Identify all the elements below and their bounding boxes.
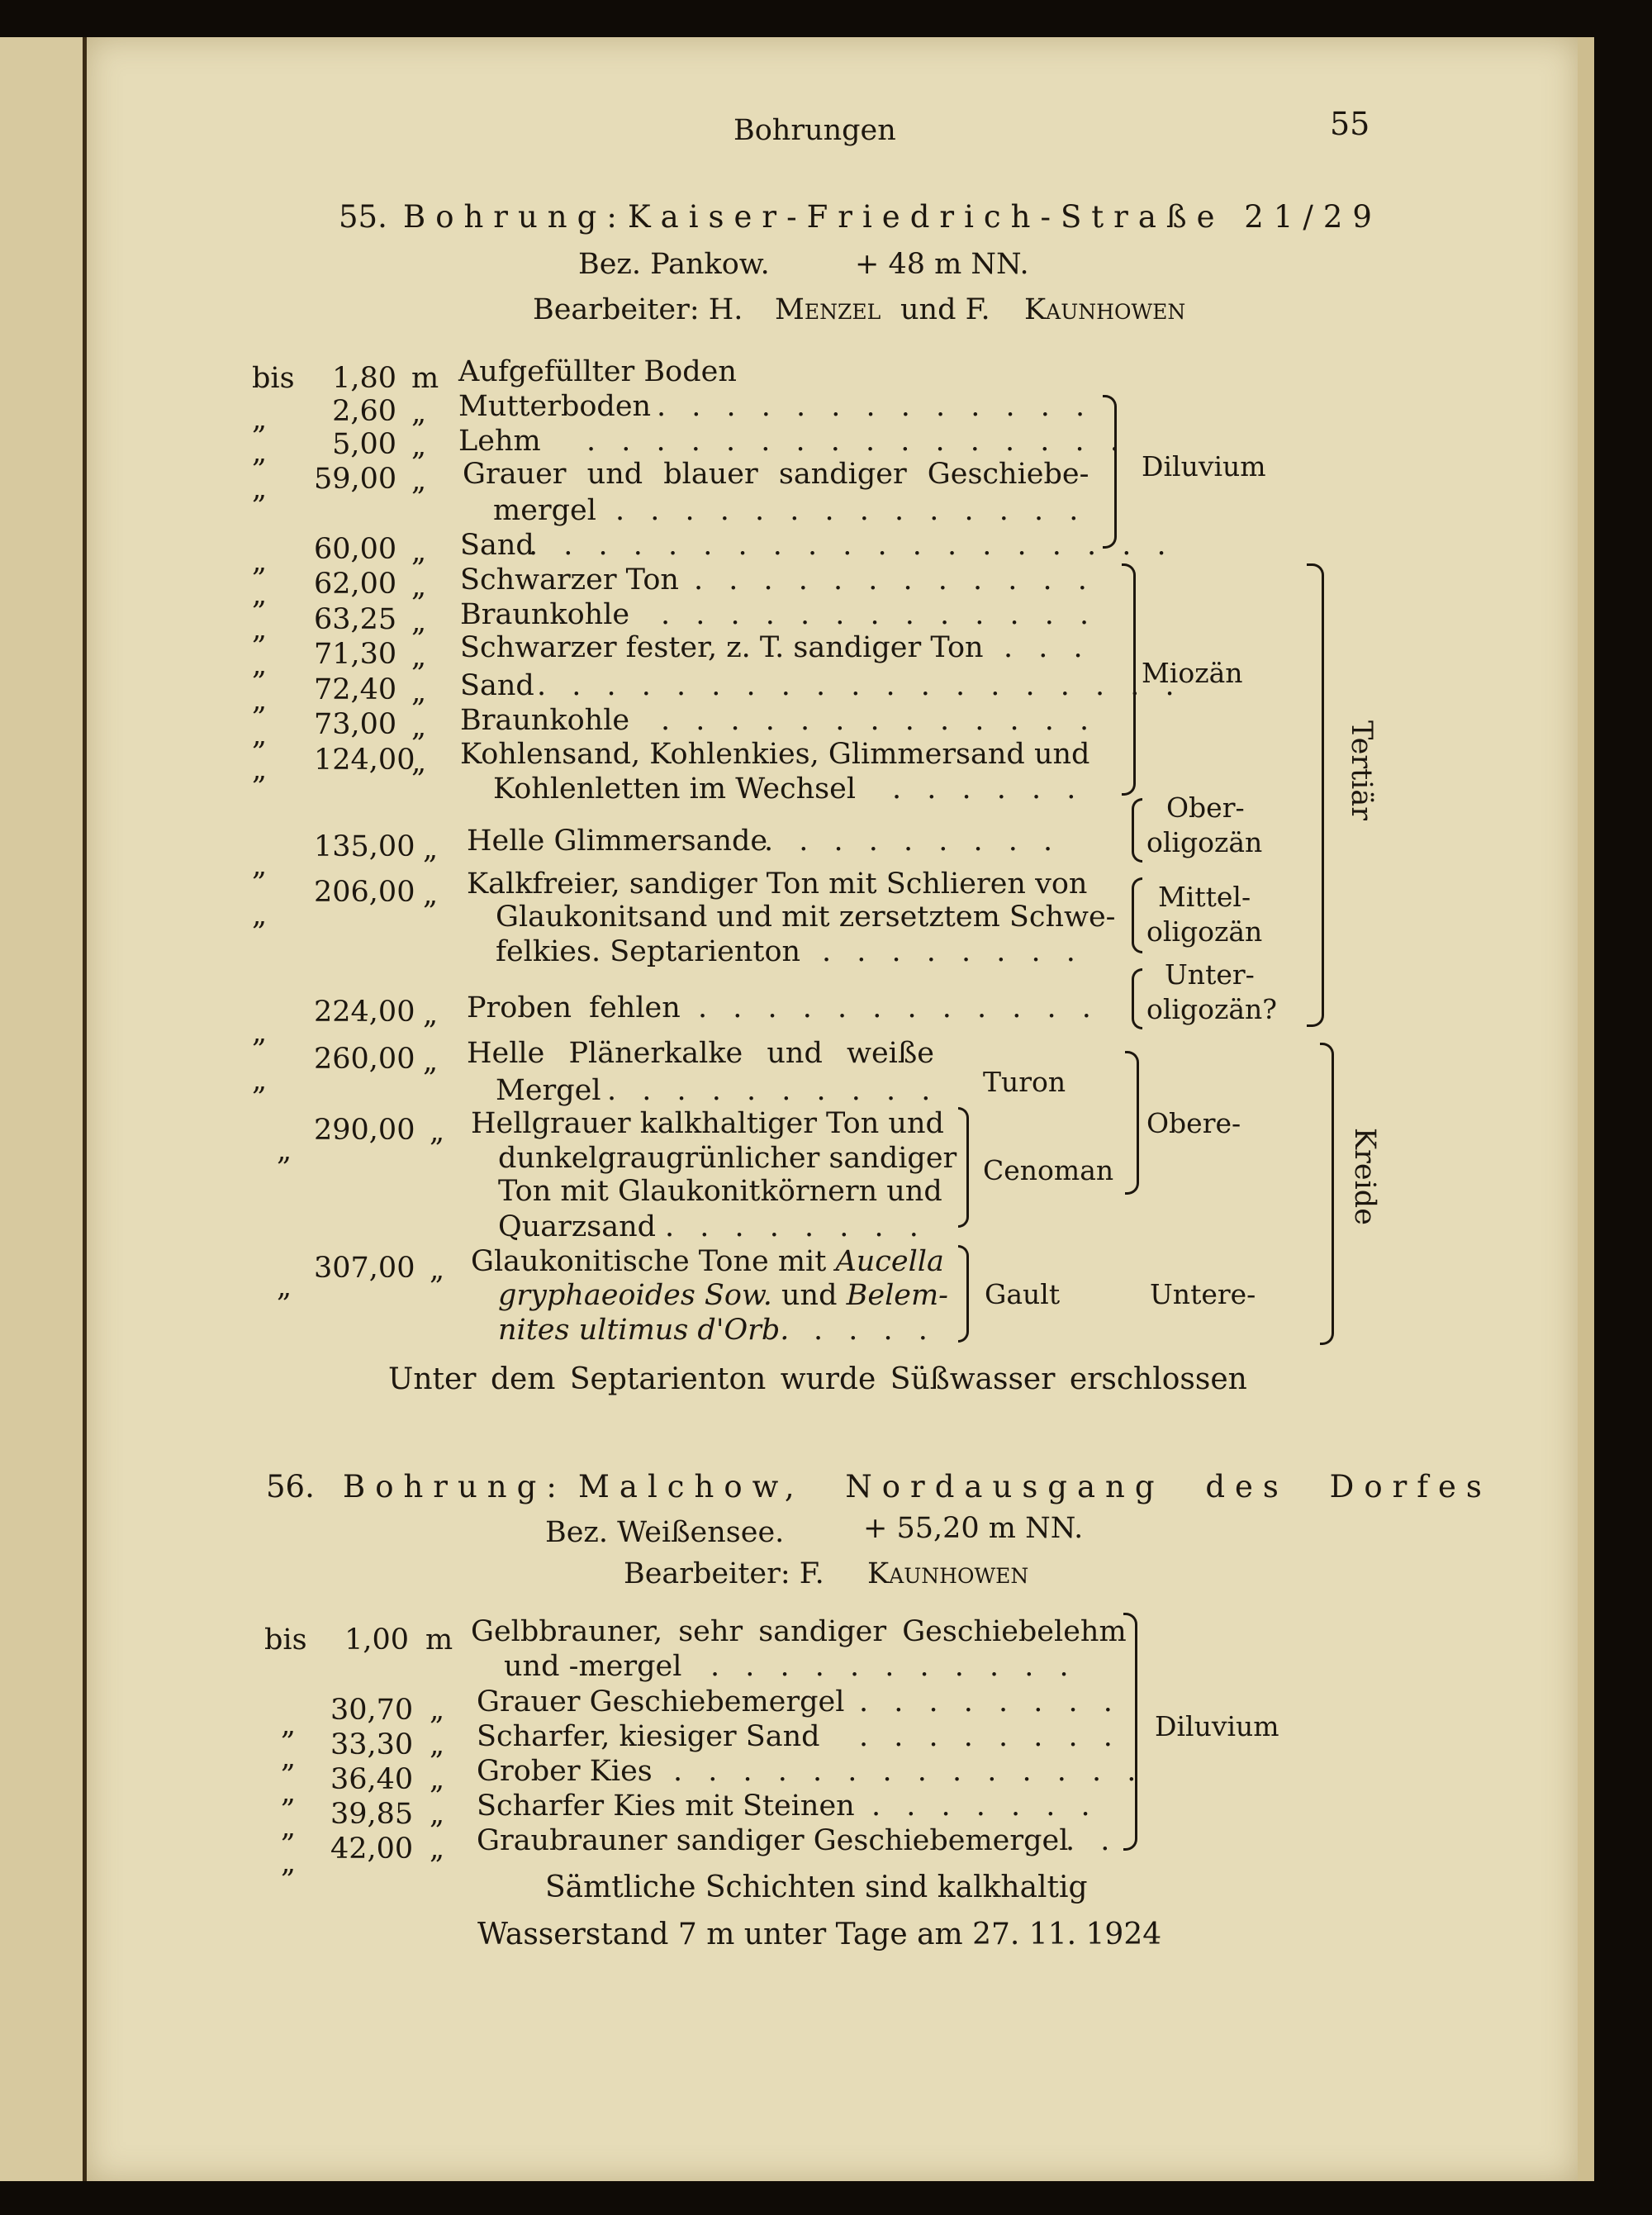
layer-description: Schwarzer fester, z. T. sandiger Ton: [460, 631, 984, 664]
layer-prefix: „: [281, 1847, 297, 1880]
brace-mitteloligozaen: [1132, 877, 1142, 953]
desc-part-italic: Belem-: [846, 1279, 948, 1312]
layer-description: Helle Plänerkalke und weiße: [467, 1037, 934, 1070]
layer-depth: 42,00: [330, 1832, 414, 1866]
editor-menzel: Menzel: [775, 293, 881, 326]
leader-dots: . . . . . . . . . . . . . .: [615, 494, 1087, 527]
district-56: Bez. Weißensee.: [545, 1516, 785, 1549]
layer-unit: „: [430, 1763, 445, 1796]
brace-diluvium: [1103, 395, 1117, 549]
leader-dots: . . . . . . . . . . .: [710, 1650, 1077, 1683]
layer-prefix: „: [252, 1064, 268, 1097]
brace-tertiaer: [1307, 563, 1324, 1027]
desc-part-italic: gryphaeoides Sow.: [498, 1279, 772, 1312]
layer-prefix: „: [252, 473, 268, 506]
layer-unit: „: [423, 998, 439, 1031]
layer-depth: 135,00: [314, 830, 415, 863]
layer-description: Hellgrauer kalkhaltiger Ton und: [471, 1107, 944, 1140]
heading-word: Bohrung:: [343, 1469, 567, 1504]
layer-depth: 260,00: [314, 1043, 415, 1076]
layer-description: Helle Glimmersande: [467, 825, 768, 858]
layer-unit: „: [423, 833, 439, 866]
layer-depth: 71,30: [314, 638, 397, 671]
label-tertiaer: Tertiär: [1345, 720, 1378, 820]
brace-kreide: [1320, 1043, 1334, 1345]
layer-description: Braunkohle: [460, 704, 630, 737]
layer-depth: 39,85: [330, 1798, 414, 1831]
layer-prefix: „: [252, 719, 268, 752]
layer-depth: 307,00: [314, 1252, 415, 1285]
label-oligozaen: oligozän: [1146, 826, 1263, 858]
layer-prefix: „: [277, 1134, 292, 1167]
label-unter: Unter-: [1165, 958, 1255, 991]
page-number: 55: [1330, 106, 1370, 142]
layer-description: Aufgefüllter Boden: [458, 355, 737, 388]
layer-unit: „: [423, 1045, 439, 1078]
layer-description: Grober Kies: [477, 1755, 653, 1788]
layer-unit: „: [430, 1832, 445, 1866]
layer-description: Kalkfreier, sandiger Ton mit Schlieren von: [467, 867, 1088, 901]
heading-number: 56.: [266, 1469, 315, 1504]
heading-number: 55.: [339, 199, 387, 235]
layer-description-cont: nites ultimus d'Orb.: [498, 1314, 790, 1347]
layer-unit: „: [411, 746, 427, 779]
layer-depth: 73,00: [314, 708, 397, 741]
label-mittel: Mittel-: [1158, 881, 1251, 913]
label-oligozaen-query: oligozän?: [1146, 993, 1277, 1025]
leader-dots: . .: [1066, 1824, 1118, 1857]
running-title: Bohrungen: [733, 114, 896, 147]
layer-prefix: „: [252, 578, 268, 611]
leader-dots: . . . . . . . . . . . . . . . . . . .: [529, 529, 1175, 562]
layer-depth: 224,00: [314, 996, 415, 1029]
leader-dots: . . .: [1004, 631, 1091, 664]
layer-description: Graubrauner sandiger Geschiebemergel: [477, 1824, 1069, 1857]
layer-unit: „: [430, 1115, 445, 1148]
layer-depth: 30,70: [330, 1694, 414, 1727]
leader-dots: . . . . . . . .: [822, 935, 1084, 968]
layer-description: Schwarzer Ton: [460, 563, 679, 597]
layer-unit: „: [411, 676, 427, 709]
layer-prefix: „: [252, 649, 268, 682]
layer-description: Gelbbrauner, sehr sandiger Geschiebelehm: [471, 1615, 1127, 1648]
brace-diluvium-56: [1123, 1613, 1137, 1851]
layer-prefix: „: [252, 753, 268, 787]
layer-unit: „: [411, 606, 427, 639]
label-gault: Gault: [985, 1278, 1061, 1310]
layer-description-cont: felkies. Septarienton: [496, 935, 801, 968]
layer-description: Grauer und blauer sandiger Geschiebe-: [463, 458, 1089, 491]
label-oligozaen: oligozän: [1146, 915, 1263, 948]
editor-kaunhowen: Kaunhowen: [867, 1557, 1029, 1590]
layer-unit: „: [423, 878, 439, 911]
editors-and: und F.: [900, 293, 990, 326]
layer-prefix: „: [281, 1776, 297, 1809]
layer-prefix: bis: [252, 362, 295, 395]
leader-dots: . . . . . . . . . . . .: [698, 991, 1099, 1024]
brace-unteroligozaen: [1132, 968, 1142, 1029]
layer-description: Sand: [460, 529, 534, 562]
layer-description-cont: Ton mit Glaukonitkörnern und: [498, 1175, 942, 1208]
label-diluvium: Diluvium: [1142, 450, 1266, 482]
layer-unit: „: [411, 535, 427, 568]
layer-unit: „: [430, 1728, 445, 1761]
layer-description: Mutterboden: [458, 390, 652, 423]
brace-cenoman-left: [958, 1107, 969, 1228]
layer-depth: 124,00: [314, 744, 415, 777]
layer-description: Scharfer, kiesiger Sand: [477, 1720, 820, 1753]
layer-description: Scharfer Kies mit Steinen: [477, 1790, 855, 1823]
layer-description-cont: Glaukonitsand und mit zersetztem Schwe-: [496, 901, 1116, 934]
leader-dots: . . . . . . . . . .: [607, 1074, 939, 1107]
layer-prefix: „: [252, 613, 268, 646]
label-miozaen: Miozän: [1142, 657, 1243, 689]
heading-place: Malchow, Nordausgang des Dorfes: [578, 1469, 1492, 1504]
layer-unit: „: [411, 640, 427, 673]
leader-dots: . . . . . . . .: [665, 1210, 927, 1243]
layer-description: Proben fehlen: [467, 991, 681, 1024]
layer-depth: 1,00: [344, 1623, 409, 1656]
leader-dots: . . . . . . . . . . . . . . . . . . .: [537, 669, 1183, 702]
leader-dots: . . . . . . . . . . . . . .: [673, 1755, 1145, 1788]
layer-prefix: „: [252, 436, 268, 469]
note-56-kalk: Sämtliche Schichten sind kalkhaltig: [545, 1870, 1088, 1904]
leader-dots: . . . . . . . .: [859, 1685, 1121, 1718]
layer-description-cont: Quarzsand: [498, 1210, 657, 1243]
leader-dots: . . . . . .: [892, 772, 1085, 806]
brace-gault: [958, 1245, 969, 1343]
leader-dots: . . . . . . . . . . . . .: [661, 704, 1098, 737]
desc-part: Glaukonitische Tone mit: [471, 1245, 836, 1278]
layer-depth: 62,00: [314, 568, 397, 601]
layer-unit: „: [411, 570, 427, 603]
heading-word: Bohrung:: [403, 199, 627, 235]
brace-obere: [1125, 1051, 1139, 1195]
layer-description: Grauer Geschiebemergel: [477, 1685, 845, 1718]
leader-dots: . . . . . . . .: [859, 1720, 1121, 1753]
layer-unit: „: [430, 1694, 445, 1727]
label-untere: Untere-: [1150, 1278, 1256, 1310]
layer-unit: „: [411, 430, 427, 463]
leader-dots: . . . . . . .: [871, 1790, 1099, 1823]
layer-unit: „: [411, 397, 427, 430]
layer-depth: 59,00: [314, 463, 397, 496]
note-56-wasserstand: Wasserstand 7 m unter Tage am 27. 11. 1924: [477, 1918, 1162, 1951]
leader-dots: . . . . . . . . . . . . .: [657, 390, 1094, 423]
layer-prefix: „: [252, 1016, 268, 1049]
label-turon: Turon: [983, 1066, 1066, 1098]
layer-prefix: „: [252, 849, 268, 882]
desc-part: und: [771, 1279, 847, 1312]
leader-dots: . . . . . . . . . . . .: [694, 563, 1095, 597]
label-cenoman: Cenoman: [983, 1154, 1114, 1186]
layer-depth: 5,00: [332, 428, 396, 461]
layer-depth: 60,00: [314, 533, 397, 566]
layer-depth: 290,00: [314, 1114, 415, 1147]
desc-part-italic: Aucella: [835, 1245, 944, 1278]
leader-dots: . . . . . . . . .: [764, 825, 1061, 858]
layer-prefix: „: [252, 899, 268, 932]
layer-description-cont: und -mergel: [504, 1650, 682, 1683]
layer-prefix: „: [252, 403, 268, 436]
layer-prefix: „: [252, 545, 268, 578]
layer-description-cont: dunkelgraugrünlicher sandiger: [498, 1142, 957, 1175]
editors-prefix: Bearbeiter: H.: [533, 293, 743, 326]
layer-description: Sand: [460, 669, 534, 702]
leader-dots: . . . .: [814, 1314, 936, 1347]
layer-depth: 36,40: [330, 1763, 414, 1796]
elevation-56: + 55,20 m NN.: [863, 1512, 1084, 1545]
layer-depth: 33,30: [330, 1728, 414, 1761]
layer-depth: 63,25: [314, 603, 397, 636]
label-diluvium: Diluvium: [1155, 1710, 1279, 1742]
layer-unit: „: [411, 464, 427, 497]
label-obere: Obere-: [1146, 1107, 1241, 1139]
layer-prefix: „: [281, 1811, 297, 1844]
label-kreide: Kreide: [1348, 1128, 1381, 1225]
layer-description-cont: mergel: [493, 494, 596, 527]
layer-description-cont: [498, 1279, 948, 1312]
layer-depth: 2,60: [332, 395, 396, 428]
layer-prefix: „: [252, 684, 268, 717]
layer-prefix: bis: [264, 1623, 307, 1656]
district-55: Bez. Pankow.: [578, 248, 770, 281]
layer-unit: „: [430, 1798, 445, 1831]
layer-description-cont: Mergel: [496, 1074, 601, 1107]
heading-place: Kaiser-Friedrich-Straße 21/29: [628, 199, 1382, 235]
note-55: Unter dem Septarienton wurde Süßwasser erschlossen: [388, 1362, 1247, 1396]
brace-oberoligozaen: [1132, 798, 1142, 863]
layer-unit: m: [411, 362, 439, 395]
layer-unit: m: [425, 1623, 453, 1656]
label-ober: Ober-: [1166, 791, 1245, 824]
layer-depth: 206,00: [314, 876, 415, 909]
layer-depth: 1,80: [332, 362, 396, 395]
editors-prefix: Bearbeiter: F.: [624, 1557, 824, 1590]
brace-miozaen: [1122, 563, 1136, 796]
editor-kaunhowen: Kaunhowen: [1024, 293, 1186, 326]
layer-prefix: „: [281, 1742, 297, 1775]
layer-description: [471, 1245, 944, 1278]
layer-depth: 72,40: [314, 673, 397, 706]
layer-unit: „: [430, 1253, 445, 1286]
layer-prefix: „: [281, 1709, 297, 1742]
leader-dots: . . . . . . . . . . . . . . . .: [586, 425, 1127, 458]
elevation-55: + 48 m NN.: [855, 248, 1029, 281]
leader-dots: . . . . . . . . . . . . .: [661, 598, 1098, 631]
layer-description: Lehm: [458, 425, 541, 458]
layer-description-cont: Kohlenletten im Wechsel: [493, 772, 857, 806]
layer-description: Braunkohle: [460, 598, 630, 631]
layer-prefix: „: [277, 1271, 292, 1304]
previous-page-edge: [0, 37, 83, 2181]
layer-description: Kohlensand, Kohlenkies, Glimmersand und: [460, 738, 1090, 771]
layer-unit: „: [411, 711, 427, 744]
